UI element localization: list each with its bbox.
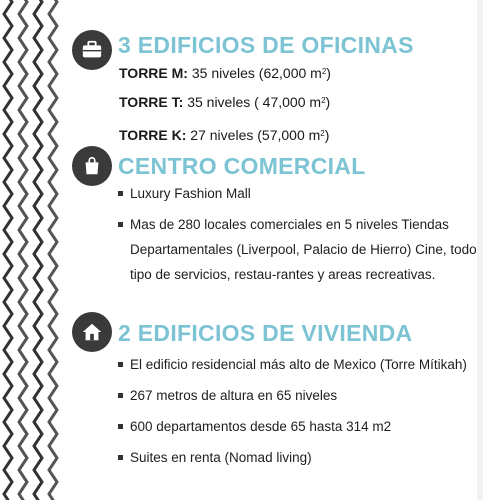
tower-k: TORRE K: 27 niveles (57,000 $m^2$) (119, 127, 330, 143)
list-item: 600 departamentos desde 65 hasta 314 m2 (118, 414, 483, 439)
list-item: 267 metros de altura en 65 niveles (118, 383, 483, 408)
mall-list (118, 181, 483, 293)
tower-m: TORRE M: 35 niveles (62,000 $m^2$) (119, 65, 331, 81)
list-item: Mas de 280 locales comerciales en 5 niveles Tiendas Departamentales (Liverpool, Palacio de Hierro) Cine, todo tipo de servicios, restau-rantes y areas recreativas. (118, 212, 483, 287)
chevron-stripe (4, 0, 12, 500)
shopping-bag-icon (72, 146, 112, 186)
briefcase-icon (72, 30, 112, 70)
chevron-pattern (0, 0, 64, 500)
list-item: Suites en renta (Nomad living) (118, 445, 483, 470)
housing-list (118, 352, 483, 476)
chevron-stripe (34, 0, 42, 500)
housing-title: 2 EDIFICIOS DE VIVIENDA (118, 320, 413, 346)
towers-list (119, 58, 331, 149)
house-icon (72, 312, 112, 352)
chevron-stripe (19, 0, 27, 500)
list-item: El edificio residencial más alto de Mexico (Torre Mítikah) (118, 352, 483, 377)
mall-title: CENTRO COMERCIAL (118, 153, 366, 179)
chevron-stripe (49, 0, 57, 500)
tower-t: TORRE T: 35 niveles ( 47,000 $m^2$) (119, 94, 331, 110)
offices-title: 3 EDIFICIOS DE OFICINAS (118, 32, 414, 58)
list-item: Luxury Fashion Mall (118, 181, 483, 206)
